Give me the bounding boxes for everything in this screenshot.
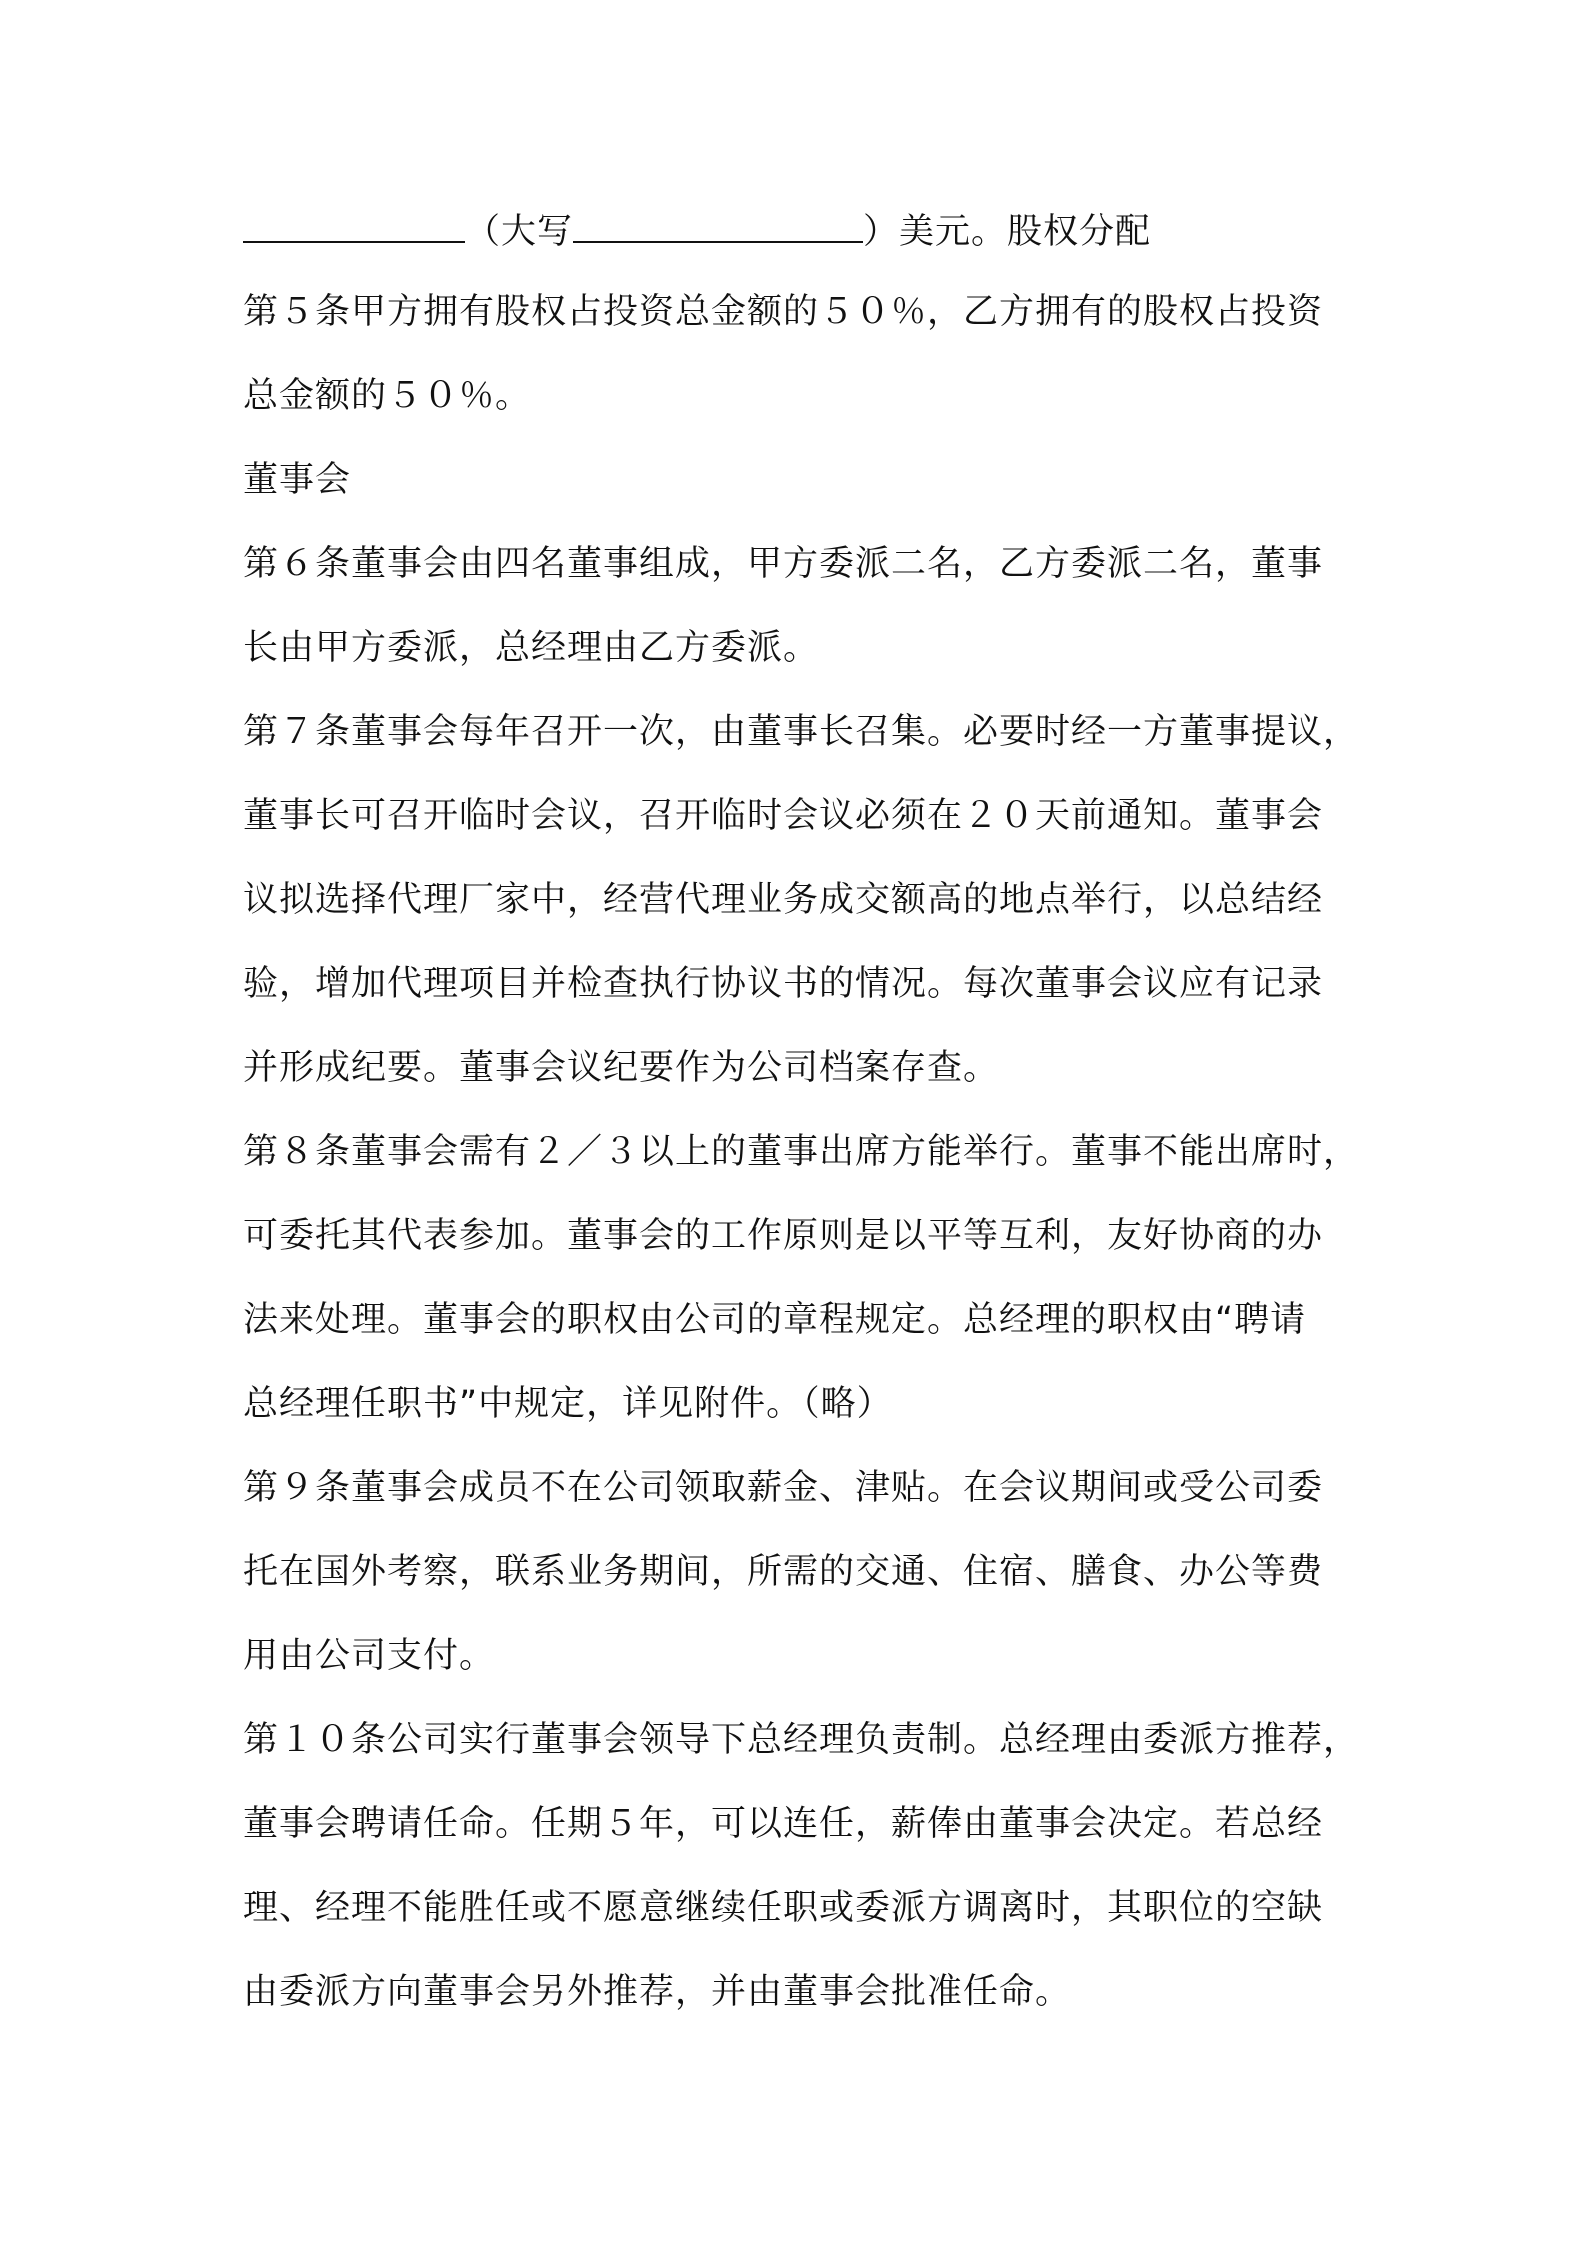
paragraph-line: 第７条董事会每年召开一次，由董事长召集。必要时经一方董事提议， (243, 712, 1360, 752)
paragraph-line: 议拟选择代理厂家中，经营代理业务成交额高的地点举行，以总结经 (243, 880, 1324, 920)
amount-line (243, 205, 1363, 256)
paragraph-line: 理、经理不能胜任或不愿意继续任职或委派方调离时，其职位的空缺 (243, 1888, 1324, 1928)
paragraph-line: 由委派方向董事会另外推荐，并由董事会批准任命。 (243, 1972, 1072, 2012)
paragraph-line: 托在国外考察，联系业务期间，所需的交通、住宿、膳食、办公等费 (243, 1552, 1324, 1592)
paragraph-line: 法来处理。董事会的职权由公司的章程规定。总经理的职权由“聘请 (243, 1300, 1307, 1340)
paragraph-line: 用由公司支付。 (243, 1636, 496, 1676)
paragraph-line: 总金额的５０％。 (243, 376, 532, 416)
paragraph-line: 可委托其代表参加。董事会的工作原则是以平等互利，友好协商的办 (243, 1216, 1324, 1256)
section-heading: 董事会 (243, 460, 352, 500)
paragraph-line: 第９条董事会成员不在公司领取薪金、津贴。在会议期间或受公司委 (243, 1468, 1324, 1508)
capital-blank (573, 205, 863, 243)
paragraph-line: 验，增加代理项目并检查执行协议书的情况。每次董事会议应有记录 (243, 964, 1324, 1004)
amount-blank (243, 205, 465, 243)
paragraph-line: 长由甲方委派，总经理由乙方委派。 (243, 628, 820, 668)
paragraph-line: 第５条甲方拥有股权占投资总金额的５０％，乙方拥有的股权占投资 (243, 292, 1324, 332)
paragraph-line: 总经理任职书”中规定，详见附件。（略） (243, 1384, 893, 1424)
amount-suffix: ）美元。股权分配 (863, 212, 1152, 252)
capital-label: （大写 (465, 212, 574, 252)
paragraph-line: 第１０条公司实行董事会领导下总经理负责制。总经理由委派方推荐， (243, 1720, 1360, 1760)
paragraph-line: 董事长可召开临时会议，召开临时会议必须在２０天前通知。董事会 (243, 796, 1324, 836)
paragraph-line: 董事会聘请任命。任期５年，可以连任，薪俸由董事会决定。若总经 (243, 1804, 1324, 1844)
paragraph-line: 第８条董事会需有２／３以上的董事出席方能举行。董事不能出席时， (243, 1132, 1360, 1172)
paragraph-line: 第６条董事会由四名董事组成，甲方委派二名，乙方委派二名，董事 (243, 544, 1324, 584)
paragraph-line: 并形成纪要。董事会议纪要作为公司档案存查。 (243, 1048, 1000, 1088)
